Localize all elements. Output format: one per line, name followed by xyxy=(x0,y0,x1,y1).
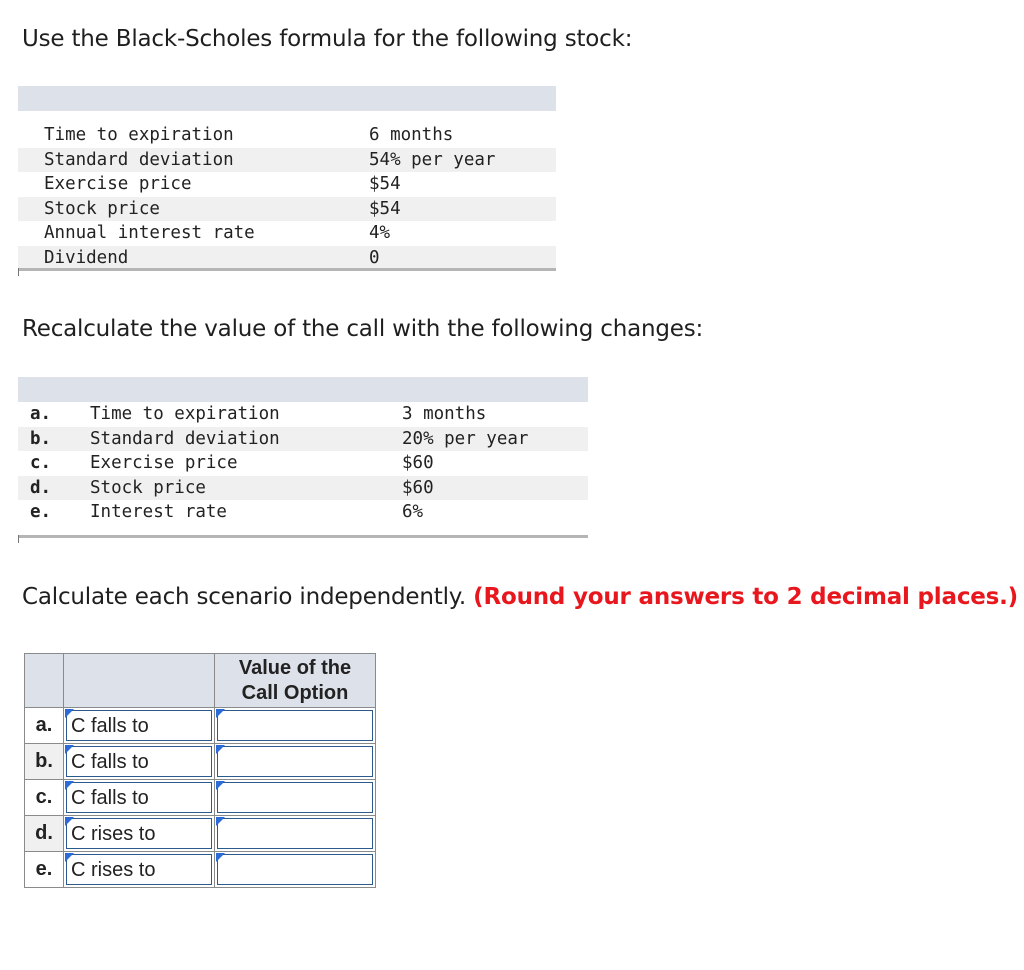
table-row xyxy=(18,427,588,452)
table-header-bar xyxy=(18,86,556,111)
answer-table xyxy=(24,653,376,888)
rounding-instruction: (Round your answers to 2 decimal places.) xyxy=(473,584,1018,610)
row-letter: c. xyxy=(30,453,52,473)
table-footer-tick xyxy=(18,268,19,276)
change-label: Standard deviation xyxy=(90,428,280,449)
table-header-bar xyxy=(18,377,588,402)
table-footer-tick xyxy=(18,535,19,543)
dropdown-marker-icon xyxy=(65,817,74,826)
given-label: Exercise price xyxy=(44,174,192,194)
direction-cell xyxy=(64,852,215,888)
call-value-input[interactable] xyxy=(217,782,373,813)
call-value-input[interactable] xyxy=(217,710,373,741)
call-value-input[interactable] xyxy=(217,818,373,849)
row-letter: b. xyxy=(30,428,52,449)
given-value: 0 xyxy=(369,247,380,268)
given-value: 4% xyxy=(369,223,391,243)
table-row xyxy=(18,246,556,271)
direction-dropdown[interactable]: C falls to xyxy=(66,782,212,813)
dropdown-marker-icon xyxy=(216,817,225,826)
table-row xyxy=(25,708,376,744)
given-value: $54 xyxy=(369,174,401,194)
direction-dropdown[interactable]: C rises to xyxy=(66,854,212,885)
instruction-prompt xyxy=(22,584,1018,610)
change-value: 20% per year xyxy=(402,428,529,449)
dropdown-marker-icon xyxy=(216,781,225,790)
table-row xyxy=(25,816,376,852)
direction-cell xyxy=(64,816,215,852)
instruction-text: Calculate each scenario independently. xyxy=(22,584,467,610)
given-label: Stock price xyxy=(44,198,160,219)
change-label: Interest rate xyxy=(90,502,227,522)
direction-cell xyxy=(64,708,215,744)
direction-dropdown[interactable]: C falls to xyxy=(66,710,212,741)
value-cell xyxy=(215,744,376,780)
value-cell xyxy=(215,708,376,744)
given-data-table xyxy=(18,86,556,286)
question-prompt: Use the Black-Scholes formula for the following stock: xyxy=(22,26,633,52)
change-value: $60 xyxy=(402,477,434,498)
direction-cell xyxy=(64,744,215,780)
table-row xyxy=(18,476,588,501)
given-label: Time to expiration xyxy=(44,125,234,145)
table-row xyxy=(25,744,376,780)
given-label: Standard deviation xyxy=(44,149,234,170)
change-value: 3 months xyxy=(402,404,487,424)
call-value-input[interactable] xyxy=(217,746,373,777)
row-letter: c. xyxy=(25,780,64,816)
table-row xyxy=(18,197,556,222)
given-label: Annual interest rate xyxy=(44,223,255,243)
table-row xyxy=(25,780,376,816)
call-value-input[interactable] xyxy=(217,854,373,885)
table-row xyxy=(18,172,556,197)
table-row xyxy=(18,451,588,476)
table-row xyxy=(18,500,588,525)
header-line: Call Option xyxy=(241,681,349,704)
row-letter: e. xyxy=(25,852,64,888)
given-value: 54% per year xyxy=(369,149,496,170)
dropdown-marker-icon xyxy=(216,853,225,862)
dropdown-marker-icon xyxy=(216,745,225,754)
change-label: Exercise price xyxy=(90,453,238,473)
row-letter: b. xyxy=(25,744,64,780)
row-letter: e. xyxy=(30,502,52,522)
changes-prompt: Recalculate the value of the call with the following changes: xyxy=(22,316,704,342)
dropdown-marker-icon xyxy=(65,709,74,718)
header-value-of-call xyxy=(215,654,376,708)
answer-table-header xyxy=(25,654,376,708)
row-letter: a. xyxy=(25,708,64,744)
table-row xyxy=(25,852,376,888)
given-value: 6 months xyxy=(369,125,454,145)
row-letter: a. xyxy=(30,404,52,424)
table-footer-bar xyxy=(18,268,556,271)
direction-cell xyxy=(64,780,215,816)
direction-dropdown[interactable]: C falls to xyxy=(66,746,212,777)
table-footer-bar xyxy=(18,535,588,538)
change-value: $60 xyxy=(402,453,434,473)
dropdown-marker-icon xyxy=(65,781,74,790)
given-value: $54 xyxy=(369,198,401,219)
given-label: Dividend xyxy=(44,247,129,268)
table-row xyxy=(18,123,556,148)
table-row xyxy=(18,402,588,427)
header-blank-cell xyxy=(25,654,64,708)
table-row xyxy=(18,148,556,173)
changes-table xyxy=(18,377,588,557)
value-cell xyxy=(215,816,376,852)
table-row xyxy=(18,221,556,246)
direction-dropdown[interactable]: C rises to xyxy=(66,818,212,849)
change-value: 6% xyxy=(402,502,424,522)
value-cell xyxy=(215,852,376,888)
change-label: Stock price xyxy=(90,477,206,498)
row-letter: d. xyxy=(30,477,52,498)
row-letter: d. xyxy=(25,816,64,852)
header-line: Value of the xyxy=(238,656,352,679)
value-cell xyxy=(215,780,376,816)
dropdown-marker-icon xyxy=(65,853,74,862)
header-blank-cell xyxy=(64,654,215,708)
change-label: Time to expiration xyxy=(90,404,280,424)
dropdown-marker-icon xyxy=(216,709,225,718)
dropdown-marker-icon xyxy=(65,745,74,754)
